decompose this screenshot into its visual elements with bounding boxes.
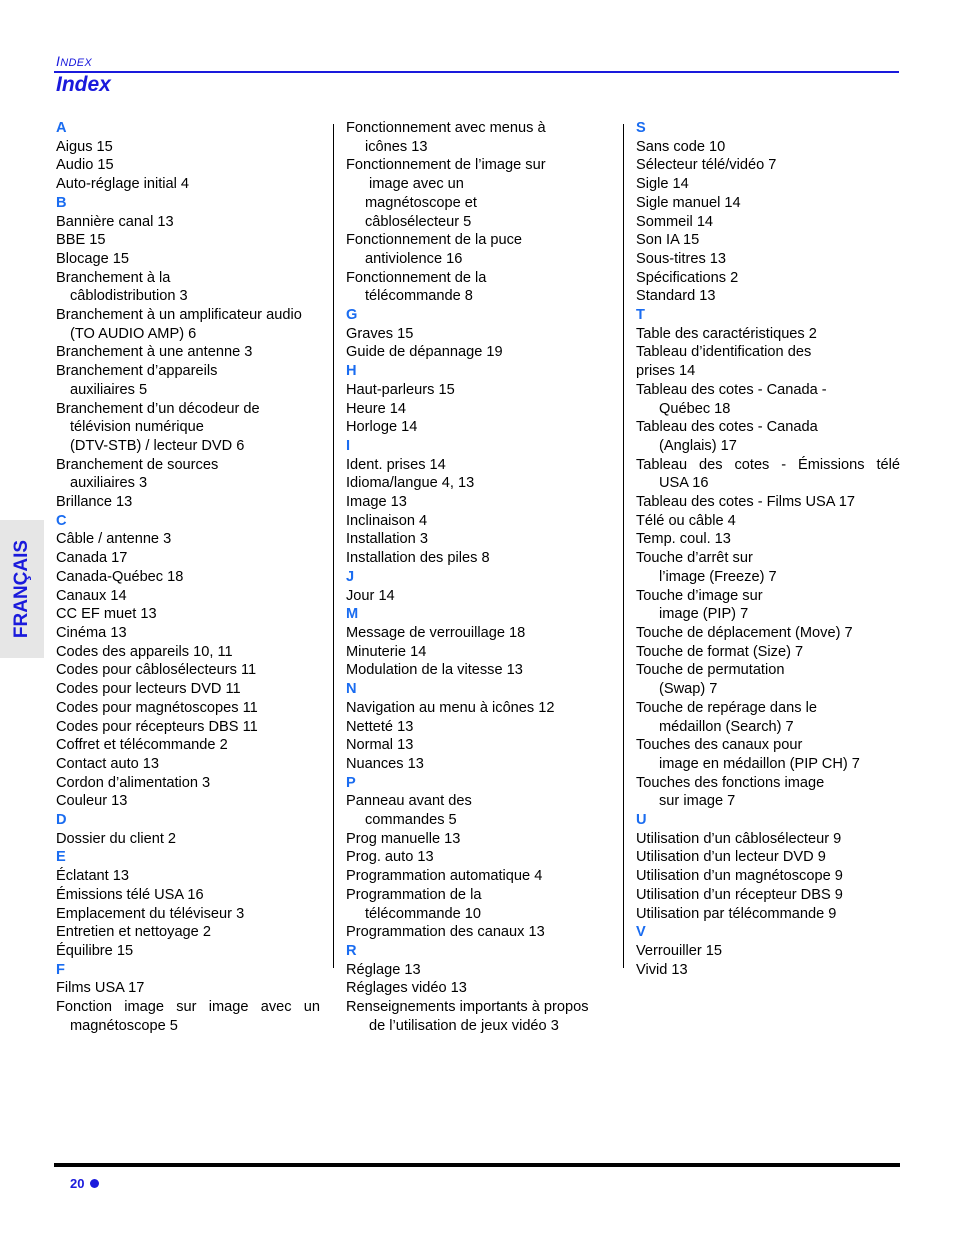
- index-entry: Canada 17: [56, 550, 128, 567]
- index-entry: Touche de permutation: [636, 662, 785, 679]
- index-letter-heading: M: [346, 606, 359, 623]
- index-entry: Réglage 13: [346, 961, 421, 978]
- index-entry: Branchement à une antenne 3: [56, 344, 253, 361]
- index-entry-continuation: télécommande 10: [365, 905, 482, 922]
- running-head: [56, 53, 92, 69]
- index-entry: Touches des canaux pour: [636, 737, 803, 754]
- index-entry: Touche de repérage dans le: [636, 699, 817, 716]
- index-entry: Tableau des cotes - Films USA 17: [636, 494, 856, 511]
- index-entry: Son IA 15: [636, 232, 700, 249]
- index-entry: Temp. coul. 13: [636, 531, 731, 548]
- index-entry: Canada-Québec 18: [56, 568, 184, 585]
- index-entry: Installation 3: [346, 531, 428, 548]
- index-entry: Télé ou câble 4: [636, 512, 736, 529]
- index-entry-continuation: (Swap) 7: [659, 681, 718, 698]
- index-entry-continuation: câblosélecteur 5: [365, 213, 472, 230]
- index-letter-heading: C: [56, 512, 67, 529]
- index-entry-continuation: USA 16: [659, 475, 709, 492]
- index-entry-continuation: antiviolence 16: [365, 250, 463, 267]
- page-number-text: 20: [70, 1176, 85, 1191]
- index-entry: Tableau des cotes - Émissions télé: [636, 456, 900, 473]
- index-entry: Bannière canal 13: [56, 213, 174, 230]
- index-entry: Haut-parleurs 15: [346, 381, 455, 398]
- index-entry: Verrouiller 15: [636, 942, 722, 959]
- index-entry: Fonction image sur image avec un: [56, 999, 320, 1016]
- index-entry-continuation: câblodistribution 3: [70, 288, 188, 305]
- index-entry-continuation: (Anglais) 17: [659, 437, 737, 454]
- index-column-3: [636, 119, 900, 979]
- index-entry: Utilisation d’un lecteur DVD 9: [636, 849, 826, 866]
- index-entry: Programmation de la: [346, 886, 482, 903]
- index-entry: Sous-titres 13: [636, 250, 727, 267]
- index-entry-continuation: l’image (Freeze) 7: [659, 568, 777, 585]
- index-letter-heading: D: [56, 812, 67, 829]
- index-entry: Touches des fonctions image: [636, 774, 825, 791]
- index-entry: Netteté 13: [346, 718, 414, 735]
- running-head-rest: NDEX: [60, 57, 92, 69]
- index-entry: Installation des piles 8: [346, 550, 490, 567]
- index-entry: Guide de dépannage 19: [346, 344, 503, 361]
- index-entry: Ident. prises 14: [346, 456, 446, 473]
- index-entry: Utilisation d’un câblosélecteur 9: [636, 830, 842, 847]
- footer-rule: [54, 1163, 900, 1167]
- index-entry: Tableau des cotes - Canada -: [636, 381, 827, 398]
- index-entry: Utilisation par télécommande 9: [636, 905, 837, 922]
- header-rule: [54, 71, 899, 73]
- index-entry: Cinéma 13: [56, 624, 127, 641]
- index-entry: Programmation automatique 4: [346, 868, 543, 885]
- index-entry: Fonctionnement de l’image sur: [346, 157, 546, 174]
- index-entry: Jour 14: [346, 587, 395, 604]
- index-entry: Prog manuelle 13: [346, 830, 461, 847]
- index-entry: Nuances 13: [346, 755, 424, 772]
- index-entry-continuation: auxiliaires 3: [70, 475, 148, 492]
- index-entry: Aigus 15: [56, 138, 113, 155]
- page-number: [70, 1176, 99, 1191]
- index-letter-heading: G: [346, 307, 358, 324]
- index-entry: Minuterie 14: [346, 643, 427, 660]
- index-entry-continuation: commandes 5: [365, 812, 457, 829]
- index-entry: Fonctionnement de la puce: [346, 232, 523, 249]
- index-entry: Tableau des cotes - Canada: [636, 419, 818, 436]
- index-entry: Utilisation d’un magnétoscope 9: [636, 868, 843, 885]
- index-letter-heading: T: [636, 307, 645, 324]
- index-entry: prises 14: [636, 363, 696, 380]
- index-entry: Équilibre 15: [56, 942, 134, 959]
- index-entry: Branchement d’un décodeur de: [56, 400, 260, 417]
- index-entry: Idioma/langue 4, 13: [346, 475, 475, 492]
- side-tab-label: FRANÇAIS: [11, 539, 32, 639]
- index-entry-continuation: médaillon (Search) 7: [659, 718, 794, 735]
- index-letter-heading: H: [346, 363, 357, 380]
- index-letter-heading: A: [56, 120, 67, 136]
- index-entry: Spécifications 2: [636, 269, 739, 286]
- index-entry-continuation: image avec un: [369, 176, 464, 193]
- index-entry: Sommeil 14: [636, 213, 714, 230]
- index-entry: Modulation de la vitesse 13: [346, 662, 523, 679]
- index-entry: Emplacement du téléviseur 3: [56, 905, 245, 922]
- index-entry: Touche de déplacement (Move) 7: [636, 624, 853, 641]
- index-entry-continuation: image en médaillon (PIP CH) 7: [659, 755, 860, 772]
- index-entry-continuation: image (PIP) 7: [659, 606, 749, 623]
- index-entry: Codes des appareils 10, 11: [56, 643, 233, 660]
- index-letter-heading: I: [346, 437, 351, 454]
- index-column-1: [56, 119, 320, 1035]
- index-entry: Standard 13: [636, 288, 716, 305]
- index-letter-heading: U: [636, 812, 647, 829]
- index-letter-heading: S: [636, 120, 646, 136]
- index-entry: Sigle 14: [636, 176, 689, 193]
- index-entry: Codes pour récepteurs DBS 11: [56, 718, 258, 735]
- index-entry: Horloge 14: [346, 419, 418, 436]
- index-entry: Canaux 14: [56, 587, 127, 604]
- index-letter-heading: V: [636, 924, 646, 941]
- index-entry: Réglages vidéo 13: [346, 980, 467, 997]
- index-entry: Films USA 17: [56, 980, 145, 997]
- index-entry: Sélecteur télé/vidéo 7: [636, 157, 777, 174]
- column-divider: [333, 124, 334, 968]
- index-entry: Émissions télé USA 16: [56, 886, 204, 903]
- index-entry: Normal 13: [346, 737, 414, 754]
- index-entry: Navigation au menu à icônes 12: [346, 699, 555, 716]
- index-entry: Fonctionnement de la: [346, 269, 487, 286]
- index-letter-heading: R: [346, 942, 357, 959]
- index-entry: Tableau d’identification des: [636, 344, 812, 361]
- index-entry-continuation: Québec 18: [659, 400, 731, 417]
- index-entry: Auto-réglage initial 4: [56, 176, 190, 193]
- index-entry: Image 13: [346, 494, 407, 511]
- index-entry: Dossier du client 2: [56, 830, 177, 847]
- index-entry: Branchement d’appareils: [56, 363, 218, 380]
- index-entry: Branchement à un amplificateur audio: [56, 307, 302, 324]
- index-entry-continuation: (DTV-STB) / lecteur DVD 6: [70, 437, 245, 454]
- index-column-2: [346, 119, 610, 1035]
- index-letter-heading: N: [346, 681, 357, 698]
- index-letter-heading: J: [346, 568, 355, 585]
- index-entry: BBE 15: [56, 232, 106, 249]
- index-entry-continuation: magnétoscope 5: [70, 1017, 178, 1034]
- index-entry-continuation: télécommande 8: [365, 288, 473, 305]
- column-divider: [623, 124, 624, 968]
- index-entry: Codes pour câblosélecteurs 11: [56, 662, 257, 679]
- index-entry: Table des caractéristiques 2: [636, 325, 817, 342]
- index-entry-continuation: icônes 13: [365, 138, 428, 155]
- index-entry: Cordon d’alimentation 3: [56, 774, 211, 791]
- index-letter-heading: F: [56, 961, 65, 978]
- index-entry: Fonctionnement avec menus à: [346, 120, 546, 136]
- index-entry: Renseignements importants à propos: [346, 999, 589, 1016]
- running-head-initial: I: [56, 53, 61, 69]
- index-entry: CC EF muet 13: [56, 606, 157, 623]
- index-entry-continuation: de l’utilisation de jeux vidéo 3: [369, 1017, 559, 1034]
- language-side-tab: [0, 520, 44, 658]
- index-entry: Branchement à la: [56, 269, 171, 286]
- index-entry-continuation: magnétoscope et: [365, 194, 477, 211]
- index-entry: Couleur 13: [56, 793, 128, 810]
- index-entry-continuation: télévision numérique: [70, 419, 204, 436]
- index-entry: Coffret et télécommande 2: [56, 737, 228, 754]
- index-entry: Sans code 10: [636, 138, 726, 155]
- index-entry: Audio 15: [56, 157, 114, 174]
- index-entry: Utilisation d’un récepteur DBS 9: [636, 886, 843, 903]
- index-entry: Branchement de sources: [56, 456, 219, 473]
- index-entry: Programmation des canaux 13: [346, 924, 545, 941]
- index-entry: Vivid 13: [636, 961, 688, 978]
- index-entry-continuation: auxiliaires 5: [70, 381, 148, 398]
- index-entry: Heure 14: [346, 400, 407, 417]
- index-entry: Panneau avant des: [346, 793, 472, 810]
- page-title: Index: [56, 73, 111, 96]
- index-entry: Touche d’image sur: [636, 587, 763, 604]
- index-entry: Brillance 13: [56, 494, 133, 511]
- index-letter-heading: P: [346, 774, 356, 791]
- index-entry: Sigle manuel 14: [636, 194, 741, 211]
- index-entry: Câble / antenne 3: [56, 531, 172, 548]
- index-entry: Graves 15: [346, 325, 414, 342]
- index-letter-heading: E: [56, 849, 66, 866]
- index-entry: Codes pour magnétoscopes 11: [56, 699, 258, 716]
- index-entry: Message de verrouillage 18: [346, 624, 526, 641]
- index-entry: Entretien et nettoyage 2: [56, 924, 211, 941]
- index-entry: Codes pour lecteurs DVD 11: [56, 681, 241, 698]
- bullet-icon: [90, 1179, 99, 1188]
- index-entry: Touche d’arrêt sur: [636, 550, 753, 567]
- index-entry: Inclinaison 4: [346, 512, 428, 529]
- index-entry: Contact auto 13: [56, 755, 160, 772]
- index-entry: Touche de format (Size) 7: [636, 643, 804, 660]
- index-entry: Blocage 15: [56, 250, 130, 267]
- index-entry-continuation: sur image 7: [659, 793, 736, 810]
- index-entry: Prog. auto 13: [346, 849, 434, 866]
- index-entry: Éclatant 13: [56, 868, 130, 885]
- index-entry-continuation: (TO AUDIO AMP) 6: [70, 325, 197, 342]
- index-letter-heading: B: [56, 194, 67, 211]
